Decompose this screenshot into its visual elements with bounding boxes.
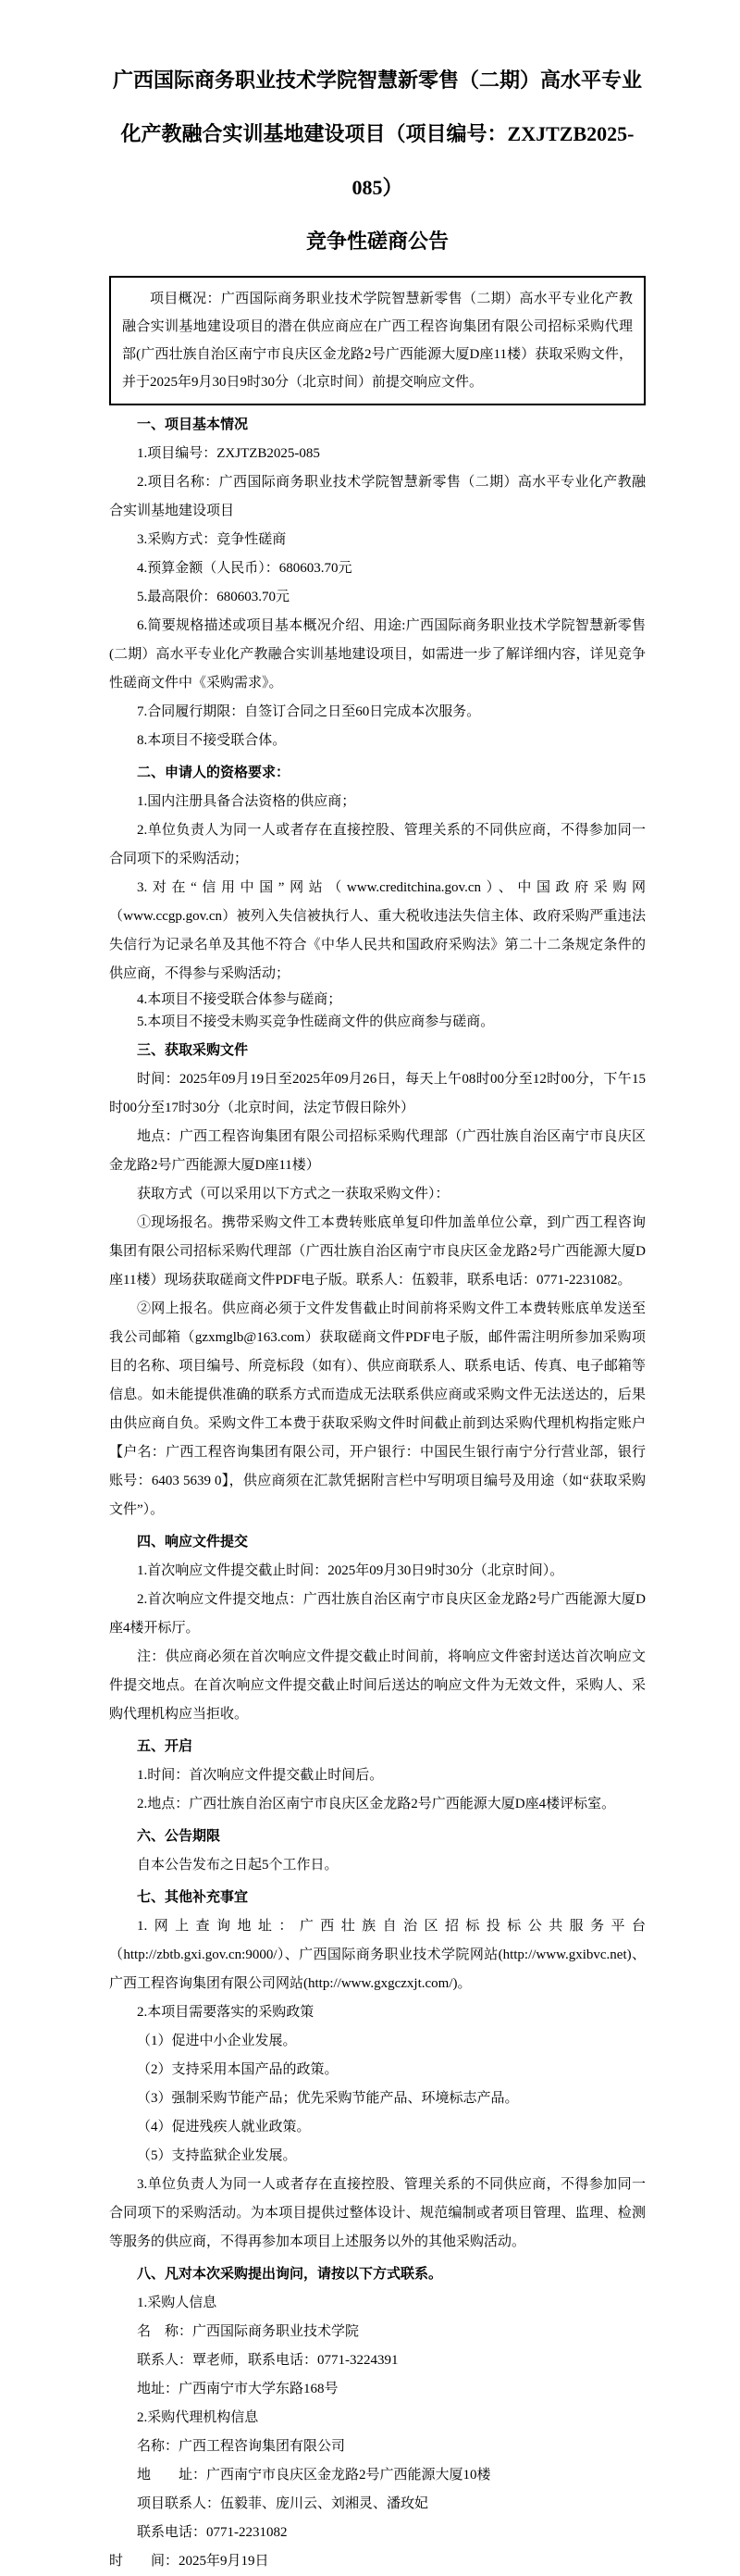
paragraph: 地 址：广西南宁市良庆区金龙路2号广西能源大厦10楼	[137, 2468, 491, 2483]
paragraph: 5.本项目不接受未购买竞争性磋商文件的供应商参与磋商。	[137, 1014, 495, 1029]
page-title	[109, 54, 646, 268]
paragraph: 1.采购人信息	[137, 2296, 217, 2310]
paragraph: （2）支持采用本国产品的政策。	[137, 2062, 339, 2077]
paragraph: 3.采购方式：竞争性磋商	[137, 532, 287, 547]
paragraph: 1.项目编号：ZXJTZB2025-085	[137, 446, 320, 461]
paragraph: 3.对在“信用中国”网站（www.creditchina.gov.cn）、中国政府采购网（www.ccgp.gov.cn）被列入失信被执行人、重大税收违法失信主体、政府采购严重违法失信行为记录名单及其他不符合《中华人民共和国政府采购法》第二十二条规定条件的供应商，不得参与采购活动；	[109, 880, 646, 981]
paragraph: 6.简要规格描述或项目基本概况介绍、用途:广西国际商务职业技术学院智慧新零售(二期）高水平专业化产教融合实训基地建设项目，如需进一步了解详细内容，详见竞争性磋商文件中《采购需求》。	[109, 618, 646, 691]
paragraph: 名称：广西工程咨询集团有限公司	[137, 2439, 346, 2454]
paragraph: 1.国内注册具备合法资格的供应商；	[137, 794, 356, 809]
section-heading: 五、开启	[137, 1739, 193, 1754]
paragraph: 2.本项目需要落实的采购政策	[137, 2005, 314, 2020]
title-line-3: 竞争性磋商公告	[305, 230, 449, 253]
paragraph: 项目联系人：伍毅菲、庞川云、刘湘灵、潘玫妃	[137, 2496, 429, 2511]
section-heading: 一、项目基本情况	[137, 417, 249, 432]
paragraph: 时 间：2025年9月19日	[109, 2554, 269, 2569]
paragraph: 联系人：覃老师，联系电话：0771-3224391	[137, 2353, 399, 2368]
paragraph: 5.最高限价：680603.70元	[137, 590, 290, 604]
section-heading: 八、凡对本次采购提出询问，请按以下方式联系。	[137, 2267, 443, 2282]
section-heading: 六、公告期限	[137, 1829, 221, 1844]
paragraph: 2.采购代理机构信息	[137, 2410, 259, 2425]
section-heading: 七、其他补充事宜	[137, 1890, 249, 1905]
paragraph: 4.本项目不接受联合体参与磋商；	[137, 992, 342, 1007]
project-overview-text: 项目概况：广西国际商务职业技术学院智慧新零售（二期）高水平专业化产教融合实训基地建设项目的潜在供应商应在广西工程咨询集团有限公司招标采购代理部(广西壮族自治区南宁市良庆区金龙路2号广西能源大厦D座11楼）获取采购文件，并于2025年9月30日9时30分（北京时间）前提交响应文件。	[122, 292, 633, 390]
paragraph: 8.本项目不接受联合体。	[137, 733, 287, 748]
paragraph: 地址：广西南宁市大学东路168号	[137, 2382, 339, 2396]
paragraph: 自本公告发布之日起5个工作日。	[137, 1858, 339, 1873]
paragraph: （4）促进残疾人就业政策。	[137, 2120, 311, 2134]
paragraph: 2.单位负责人为同一人或者存在直接控股、管理关系的不同供应商，不得参加同一合同项下的采购活动；	[109, 823, 646, 866]
paragraph: 获取方式（可以采用以下方式之一获取采购文件）：	[137, 1187, 450, 1201]
paragraph: 2.首次响应文件提交地点：广西壮族自治区南宁市良庆区金龙路2号广西能源大厦D座4楼开标厅。	[109, 1592, 646, 1636]
document-body	[109, 411, 646, 2576]
paragraph: 地点：广西工程咨询集团有限公司招标采购代理部（广西壮族自治区南宁市良庆区金龙路2号广西能源大厦D座11楼）	[109, 1129, 646, 1173]
paragraph: 1.网上查询地址：广西壮族自治区招标投标公共服务平台（http://zbtb.gxi.gov.cn:9000/）、广西国际商务职业技术学院网站(http://www.gxibvc.net)、广西工程咨询集团有限公司网站(http://www.gxgczxjt.com/)。	[109, 1919, 646, 1991]
title-line-2: 化产教融合实训基地建设项目（项目编号：ZXJTZB2025-085）	[120, 122, 635, 199]
paragraph: 名 称：广西国际商务职业技术学院	[137, 2324, 360, 2339]
paragraph: 4.预算金额（人民币）：680603.70元	[137, 561, 352, 576]
paragraph: 2.地点：广西壮族自治区南宁市良庆区金龙路2号广西能源大厦D座4楼评标室。	[137, 1797, 616, 1811]
paragraph: 2.项目名称：广西国际商务职业技术学院智慧新零售（二期）高水平专业化产教融合实训基地建设项目	[109, 475, 646, 518]
section-heading: 二、申请人的资格要求：	[137, 765, 290, 780]
paragraph: ①现场报名。携带采购文件工本费转账底单复印件加盖单位公章，到广西工程咨询集团有限公司招标采购代理部（广西壮族自治区南宁市良庆区金龙路2号广西能源大厦D座11楼）现场获取磋商文件PDF电子版。联系人：伍毅菲，联系电话：0771-2231082。	[109, 1215, 646, 1288]
paragraph: （5）支持监狱企业发展。	[137, 2148, 297, 2163]
title-line-1: 广西国际商务职业技术学院智慧新零售（二期）高水平专业	[112, 68, 642, 92]
project-overview-box	[109, 276, 646, 405]
paragraph: （3）强制采购节能产品；优先采购节能产品、环境标志产品。	[137, 2091, 519, 2106]
section-heading: 三、获取采购文件	[137, 1043, 249, 1058]
paragraph: 3.单位负责人为同一人或者存在直接控股、管理关系的不同供应商，不得参加同一合同项下的采购活动。为本项目提供过整体设计、规范编制或者项目管理、监理、检测等服务的供应商，不得再参加本项目上述服务以外的其他采购活动。	[109, 2177, 646, 2249]
paragraph: 7.合同履行期限：自签订合同之日至60日完成本次服务。	[137, 704, 481, 719]
paragraph: 注：供应商必须在首次响应文件提交截止时间前，将响应文件密封送达首次响应文件提交地点。在首次响应文件提交截止时间后送达的响应文件为无效文件，采购人、采购代理机构应当拒收。	[109, 1649, 646, 1722]
paragraph: ②网上报名。供应商必须于文件发售截止时间前将采购文件工本费转账底单发送至我公司邮箱（gzxmglb@163.com）获取磋商文件PDF电子版，邮件需注明所参加采购项目的名称、项目编号、所竞标段（如有）、供应商联系人、联系电话、传真、电子邮箱等信息。如未能提供准确的联系方式而造成无法联系供应商或采购文件无法送达的，后果由供应商自负。采购文件工本费于获取采购文件时间截止前到达采购代理机构指定账户【户名：广西工程咨询集团有限公司，开户银行：中国民生银行南宁分行营业部，银行账号：6403 5639 0】，供应商须在汇款凭据附言栏中写明项目编号及用途（如“获取采购文件”）。	[109, 1301, 646, 1517]
paragraph: 时间：2025年09月19日至2025年09月26日，每天上午08时00分至12时00分，下午15时00分至17时30分（北京时间，法定节假日除外）	[109, 1072, 646, 1115]
paragraph: 1.时间：首次响应文件提交截止时间后。	[137, 1768, 384, 1783]
paragraph: 联系电话：0771-2231082	[137, 2525, 288, 2540]
paragraph: （1）促进中小企业发展。	[137, 2034, 297, 2048]
document-content	[109, 0, 646, 2576]
paragraph: 1.首次响应文件提交截止时间：2025年09月30日9时30分（北京时间）。	[137, 1563, 564, 1578]
section-heading: 四、响应文件提交	[137, 1535, 249, 1549]
